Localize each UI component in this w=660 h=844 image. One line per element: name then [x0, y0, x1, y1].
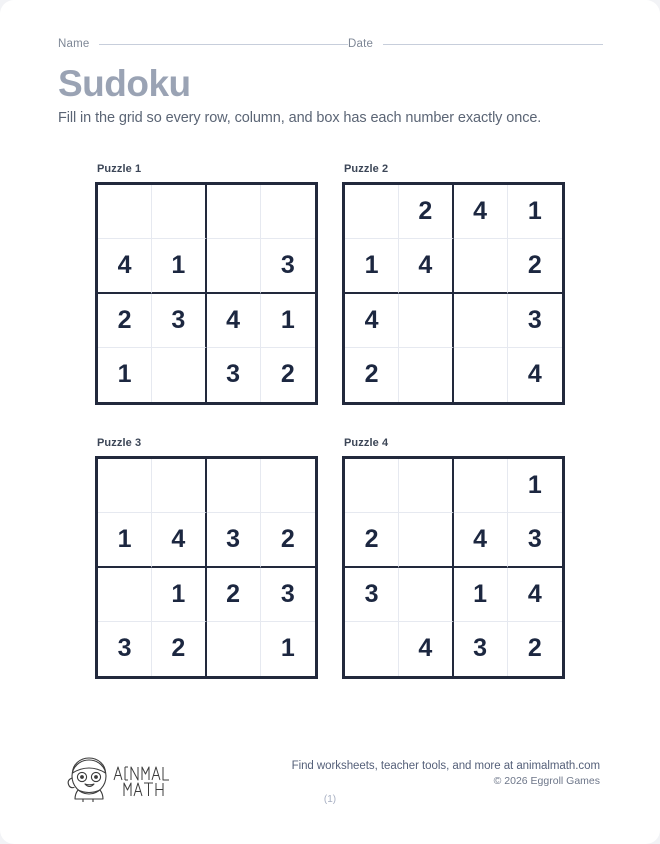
puzzle-area [95, 163, 565, 679]
sudoku-cell[interactable]: 4 [454, 513, 508, 567]
sudoku-cell[interactable]: 1 [152, 239, 206, 293]
sudoku-cell[interactable] [98, 568, 152, 622]
puzzle-1-label: Puzzle 1 [97, 163, 142, 175]
sudoku-cell[interactable]: 4 [399, 622, 453, 676]
puzzle-row-bottom [95, 437, 565, 679]
puzzle-4 [342, 437, 565, 679]
sudoku-cell[interactable]: 2 [98, 294, 152, 348]
sudoku-cell[interactable]: 2 [207, 568, 261, 622]
name-label: Name [58, 38, 90, 50]
sudoku-cell[interactable] [98, 459, 152, 513]
sudoku-cell[interactable]: 3 [345, 568, 399, 622]
puzzle-3-label: Puzzle 3 [97, 437, 142, 449]
page-number: (1) [323, 794, 337, 805]
sudoku-cell[interactable] [207, 622, 261, 676]
sudoku-cell[interactable]: 2 [345, 513, 399, 567]
footer-website-line: Find worksheets, teacher tools, and more at animalmath.com [291, 760, 600, 772]
sudoku-cell[interactable]: 3 [261, 568, 315, 622]
sudoku-cell[interactable]: 4 [527, 360, 542, 389]
sudoku-cell[interactable]: 2 [345, 348, 399, 402]
puzzle-3-grid[interactable] [95, 456, 318, 679]
page-footer [0, 750, 660, 820]
sudoku-cell[interactable] [345, 185, 399, 239]
sudoku-cell[interactable]: 1 [508, 459, 562, 513]
sudoku-cell[interactable] [399, 459, 453, 513]
sudoku-cell[interactable] [399, 348, 453, 402]
date-field[interactable] [348, 38, 603, 50]
footer-credits [292, 758, 600, 789]
sudoku-cell[interactable]: 4 [207, 294, 261, 348]
sudoku-cell[interactable] [454, 239, 508, 293]
sudoku-cell[interactable]: 1 [454, 568, 508, 622]
sudoku-cell[interactable] [207, 459, 261, 513]
sudoku-cell[interactable] [152, 348, 206, 402]
sudoku-cell[interactable]: 2 [527, 634, 542, 663]
sudoku-cell[interactable]: 1 [261, 294, 315, 348]
date-write-line[interactable] [383, 44, 603, 45]
sudoku-cell[interactable]: 2 [280, 360, 295, 389]
date-label: Date [348, 38, 374, 50]
puzzle-2-label: Puzzle 2 [344, 163, 389, 175]
footer-copyright-line: © 2026 Eggroll Games [493, 775, 600, 787]
sudoku-cell[interactable] [399, 294, 453, 348]
sudoku-cell[interactable] [454, 294, 508, 348]
sudoku-cell[interactable]: 3 [454, 622, 508, 676]
puzzle-3 [95, 437, 318, 679]
sudoku-cell[interactable]: 1 [98, 513, 152, 567]
sudoku-cell[interactable]: 3 [207, 348, 261, 402]
sudoku-cell[interactable]: 3 [508, 513, 562, 567]
sudoku-cell[interactable] [207, 185, 261, 239]
sudoku-cell[interactable]: 1 [508, 185, 562, 239]
sudoku-cell[interactable]: 4 [399, 239, 453, 293]
sudoku-cell[interactable] [454, 459, 508, 513]
sudoku-cell[interactable]: 4 [98, 239, 152, 293]
sudoku-cell[interactable] [152, 459, 206, 513]
header-fields [58, 38, 603, 50]
sudoku-cell[interactable]: 1 [345, 239, 399, 293]
puzzle-2 [342, 163, 565, 405]
puzzle-1 [95, 163, 318, 405]
sudoku-cell[interactable]: 2 [152, 622, 206, 676]
sudoku-cell[interactable]: 3 [152, 294, 206, 348]
sudoku-cell[interactable]: 3 [98, 622, 152, 676]
sudoku-cell[interactable] [399, 568, 453, 622]
sudoku-cell[interactable]: 2 [508, 239, 562, 293]
sudoku-cell[interactable]: 4 [345, 294, 399, 348]
name-write-line[interactable] [99, 44, 348, 45]
sudoku-cell[interactable]: 3 [261, 239, 315, 293]
name-field[interactable] [58, 38, 348, 50]
sudoku-cell[interactable] [399, 513, 453, 567]
sudoku-cell[interactable] [454, 348, 508, 402]
sudoku-cell[interactable] [152, 185, 206, 239]
sudoku-cell[interactable]: 4 [152, 513, 206, 567]
sudoku-cell[interactable] [345, 622, 399, 676]
sudoku-cell[interactable]: 1 [98, 348, 152, 402]
puzzle-4-grid[interactable] [342, 456, 565, 679]
sudoku-cell[interactable]: 4 [454, 185, 508, 239]
sudoku-cell[interactable] [261, 459, 315, 513]
page-title: Sudoku [58, 63, 191, 104]
sudoku-cell[interactable]: 2 [399, 185, 453, 239]
puzzle-row-top [95, 163, 565, 405]
sudoku-cell[interactable]: 3 [508, 294, 562, 348]
sudoku-cell[interactable] [345, 459, 399, 513]
puzzle-1-grid[interactable] [95, 182, 318, 405]
page-subtitle: Fill in the grid so every row, column, and box has each number exactly once. [58, 110, 542, 126]
sudoku-cell[interactable] [207, 239, 261, 293]
sudoku-cell[interactable]: 1 [280, 634, 295, 663]
sudoku-cell[interactable]: 4 [508, 568, 562, 622]
sudoku-cell[interactable]: 2 [261, 513, 315, 567]
sudoku-cell[interactable] [261, 185, 315, 239]
sudoku-cell[interactable] [98, 185, 152, 239]
sudoku-cell[interactable]: 3 [207, 513, 261, 567]
puzzle-2-grid[interactable] [342, 182, 565, 405]
sudoku-cell[interactable]: 1 [152, 568, 206, 622]
puzzle-4-label: Puzzle 4 [344, 437, 389, 449]
